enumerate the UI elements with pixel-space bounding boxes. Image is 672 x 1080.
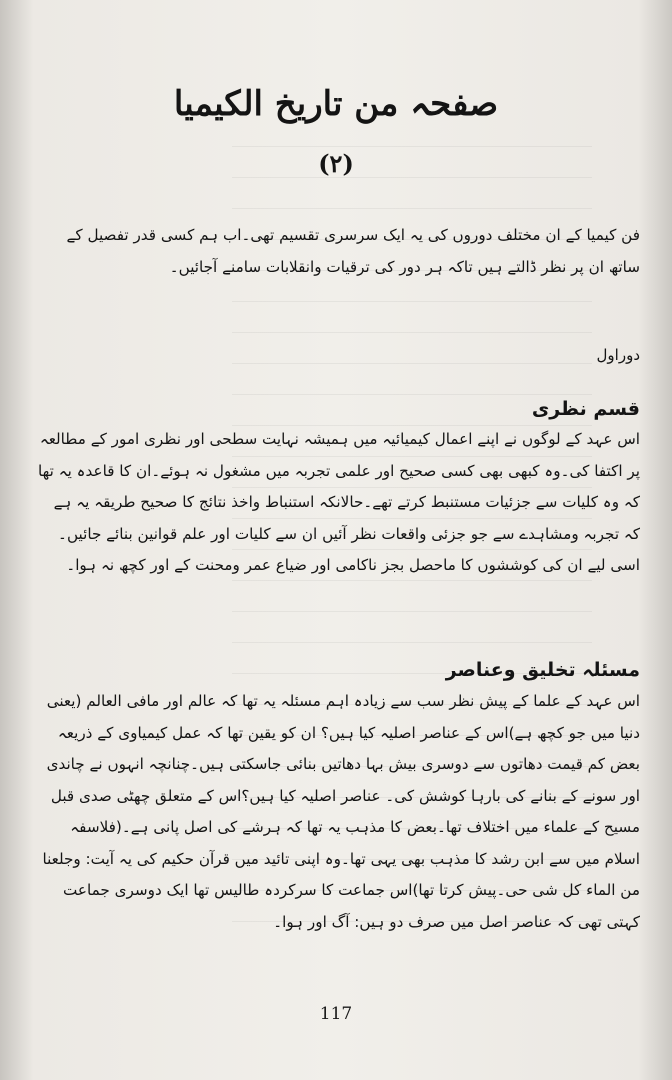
part-number: (۲) <box>318 149 354 178</box>
page-title: صفحہ من تاریخ الکیمیا <box>173 84 499 124</box>
intro-paragraph: فن کیمیا کے ان مختلف دوروں کی یہ ایک سرسری تقسیم تھی۔اب ہم کسی قدر تفصیل کے ساتھ ان پر نظر ڈالتے ہیں تاکہ ہر دور کی ترقیات وانقلابات سامنے آجائیں۔ <box>66 226 640 276</box>
section-heading-elements: مسئلہ تخلیق وعناصر <box>445 659 640 681</box>
section-heading-theoretical: قسم نظری <box>531 398 640 420</box>
period-label: دوراول <box>596 346 640 364</box>
section-body-theoretical: اس عہد کے لوگوں نے اپنے اعمال کیمیائیہ میں ہمیشہ نہایت سطحی اور نظری امور کے مطالعہ پر اکتفا کی۔وہ کبھی بھی کسی صحیح اور علمی تجربہ میں مشغول نہ ہوئے۔ان کا قاعدہ یہ تھا کہ وہ کلیات سے جزئیات مستنبط کرتے تھے۔حالانکہ استنباط واخذ نتائج کا صحیح طریقہ یہ ہے کہ تجربہ ومشاہدے سے جو جزئی واقعات نظر آئیں ان سے کلیات اور علم قوانین بنائے جائیں۔اسی لیے ان کی کوششوں کا ماحصل بجز ناکامی اور ضیاع عمر ومحنت کے اور کچھ نہ ہوا۔ <box>38 430 640 574</box>
section-body-elements: اس عہد کے علما کے پیش نظر سب سے زیادہ اہم مسئلہ یہ تھا کہ عالم اور مافی العالم (یعنی دنیا میں جو کچھ ہے)اس کے عناصر اصلیہ کیا ہیں؟ ان کو یقین تھا کہ عمل کیمیاوی کے ذریعہ بعض کم قیمت دھاتوں سے دوسری بیش بہا دھاتیں بنائی جاسکتی ہیں۔چنانچہ انہوں نے چاندی اور سونے کے بنانے کی بارہا کوشش کی۔ عناصر اصلیہ کیا ہیں؟اس کے متعلق چھٹی صدی قبل مسیح کے علماء میں اختلاف تھا۔بعض کا مذہب یہ تھا کہ ہرشے کی اصل پانی ہے۔(فلاسفہ اسلام میں سے ابن رشد کا مذہب بھی یہی تھا۔وہ اپنی تائید میں قرآن حکیم کی یہ آیت: وجلعنا من الماء کل شی حی۔پیش کرتا تھا)اس جماعت کا سرکردہ طالیس تھا ایک دوسری جماعت کہتی تھی کہ عناصر اصل میں صرف دو ہیں: آگ اور ہوا۔ <box>42 692 640 931</box>
page-number: 117 <box>319 1004 353 1024</box>
